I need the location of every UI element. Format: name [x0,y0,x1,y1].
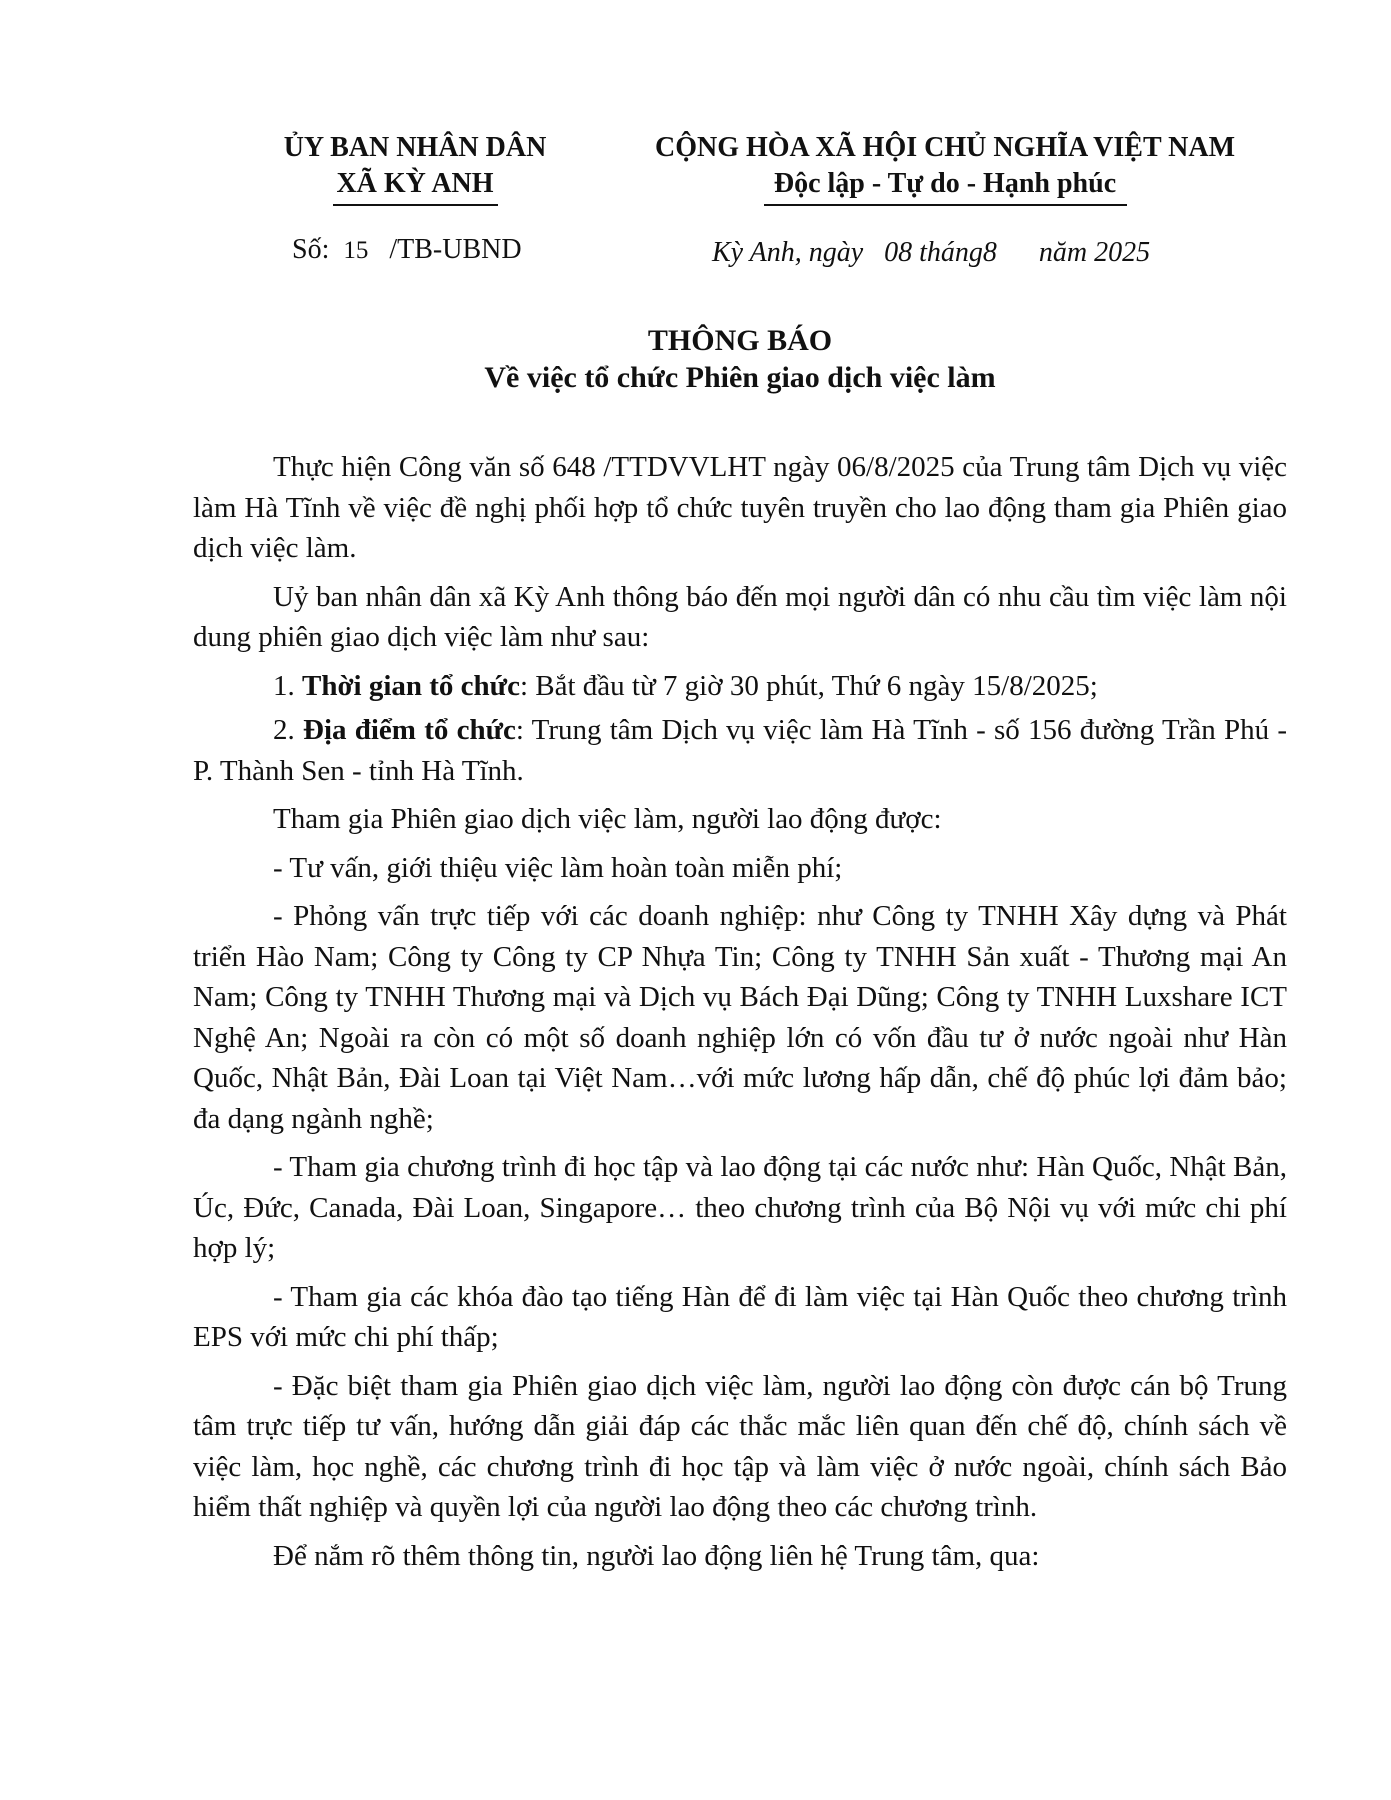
item-time-text: : Bắt đầu từ 7 giờ 30 phút, Thứ 6 ngày 15/8/2025; [519,669,1098,702]
date-year: năm 2025 [1038,237,1151,268]
issuing-authority [255,130,575,206]
item-time-number: 1. [273,669,295,702]
authority-line-1: ỦY BAN NHÂN DÂN [283,132,547,163]
date-day: 08 [884,237,913,268]
authority-line-2: XÃ KỲ ANH [336,168,494,199]
title-line-1: THÔNG BÁO [647,324,833,357]
item-time-label: Thời gian tổ chức [302,669,520,702]
paragraph-intro: Thực hiện Công văn số 648 /TTDVVLHT ngày 06/8/2025 của Trung tâm Dịch vụ việc làm Hà Tĩnh về việc đề nghị phối hợp tổ chức tuyên truyền cho lao động tham gia Phiên giao dịch việc làm. [193,451,1287,564]
benefit-direct-interview: - Phỏng vấn trực tiếp với các doanh nghiệp: như Công ty TNHH Xây dựng và Phát triển Hào Nam; Công ty Công ty CP Nhựa Tin; Công ty TNHH Sản xuất - Thương mại An Nam; Công ty TNHH Thương mại và Dịch vụ Bách Đại Dũng; Công ty TNHH Luxshare ICT Nghệ An; Ngoài ra còn có một số doanh nghiệp lớn có vốn đầu tư ở nước ngoài như Hàn Quốc, Nhật Bản, Đài Loan tại Việt Nam…với mức lương hấp dẫn, chế độ phúc lợi đảm bảo; đa dạng ngành nghề; [193,900,1287,1135]
national-motto [630,130,1260,206]
authority-underline [333,204,498,206]
number-suffix: /TB-UBND [389,234,522,265]
item-time [193,666,1287,707]
item-location-label: Địa điểm tổ chức [303,714,516,746]
paragraph-announcement: Uỷ ban nhân dân xã Kỳ Anh thông báo đến mọi người dân có nhu cầu tìm việc làm nội dung phiên giao dịch việc làm như sau: [193,580,1287,653]
number-prefix: Số: [292,234,330,265]
benefit-direct-advice: - Đặc biệt tham gia Phiên giao dịch việc làm, người lao động còn được cán bộ Trung tâm trực tiếp tư vấn, hướng dẫn giải đáp các thắc mắc liên quan đến chế độ, chính sách về việc làm, học nghề, các chương trình đi học tập và làm việc ở nước ngoài, chính sách Bảo hiểm thất nghiệp và quyền lợi của người lao động theo các chương trình. [193,1369,1287,1523]
document-number [292,233,522,268]
paragraph-contact: Để nắm rõ thêm thông tin, người lao động liên hệ Trung tâm, qua: [273,1539,1040,1572]
document-body [193,447,1287,1584]
item-location-number: 2. [273,714,295,746]
item-location [193,710,1287,791]
title-line-2: Về việc tổ chức Phiên giao dịch việc làm [484,361,996,394]
benefit-korean-training: - Tham gia các khóa đào tạo tiếng Hàn để đi làm việc tại Hàn Quốc theo chương trình EPS với mức chi phí thấp; [193,1280,1287,1353]
motto-underline [764,204,1127,206]
country-name: CỘNG HÒA XÃ HỘI CHỦ NGHĨA VIỆT NAM [654,132,1236,163]
paragraph-benefits-intro: Tham gia Phiên giao dịch việc làm, người lao động được: [273,803,942,835]
date-month-label: tháng [919,237,983,268]
benefit-free-consulting: - Tư vấn, giới thiệu việc làm hoàn toàn miễn phí; [273,851,843,884]
number-value: 15 [343,237,369,264]
document-date [712,236,1150,270]
benefit-study-abroad: - Tham gia chương trình đi học tập và lao động tại các nước như: Hàn Quốc, Nhật Bản, Úc, Đức, Canada, Đài Loan, Singapore… theo chương trình của Bộ Nội vụ với mức chi phí hợp lý; [193,1151,1287,1264]
date-month: 8 [982,237,997,268]
item-location-text: : Trung tâm Dịch vụ việc làm Hà Tĩnh - số 156 đường Trần Phú - P. Thành Sen - tỉnh Hà Tĩnh. [193,714,1287,787]
motto: Độc lập - Tự do - Hạnh phúc [773,168,1117,199]
date-place: Kỳ Anh, ngày [712,237,864,268]
document-title [0,322,1391,396]
